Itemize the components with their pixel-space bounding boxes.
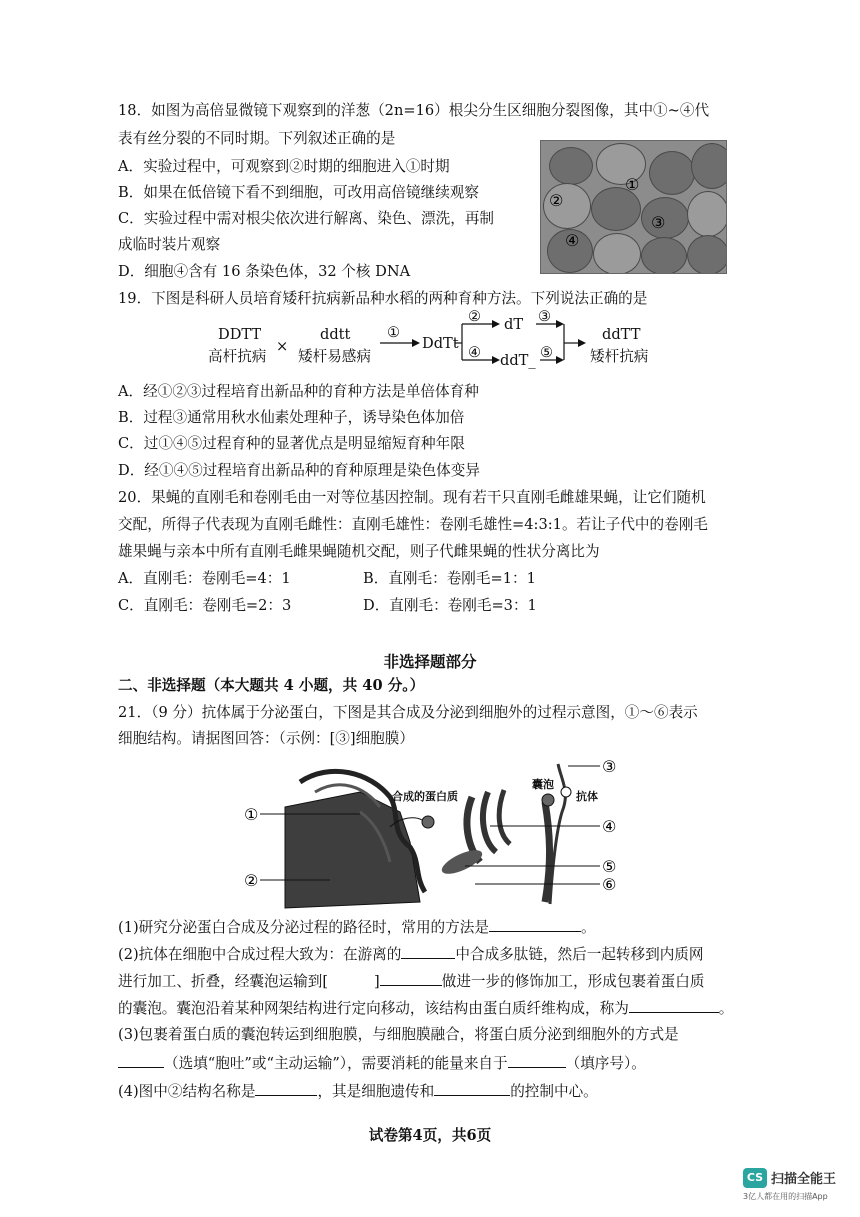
answer-blank-3[interactable] [380, 971, 442, 986]
q21-part3-text-b: （选填“胞吐”或“主动运输”），需要消耗的能量来自于 [164, 1055, 508, 1072]
camscanner-logo-icon: CS [743, 1168, 767, 1188]
answer-blank-8[interactable] [434, 1081, 510, 1096]
q19-option-a: A．经①②③过程培育出新品种的育种方法是单倍体育种 [118, 383, 479, 400]
step-2-label: ② [468, 308, 482, 325]
lower-genotype: ddT_ [500, 352, 536, 369]
q21-stem-line2: 细胞结构。请据图回答：（示例：[③]细胞膜） [118, 730, 414, 747]
fig-label-synthesized-protein: 合成的蛋白质 [392, 790, 458, 803]
q21-part3-line1: (3)包裹着蛋白质的囊泡转运到细胞膜，与细胞膜融合，将蛋白质分泌到细胞外的方式是 [118, 1026, 679, 1043]
q21-part3-text-c: （填序号）。 [565, 1055, 646, 1072]
q21-part1-text: (1)研究分泌蛋白合成及分泌过程的路径时，常用的方法是 [118, 919, 489, 936]
upper-genotype: dT [504, 316, 524, 333]
step-5-label: ⑤ [540, 344, 554, 361]
q21-part4-text-c: 的控制中心。 [510, 1083, 598, 1100]
fig-label-vesicle: 囊泡 [532, 778, 554, 791]
q20-stem-line3: 雄果蝇与亲本中所有直刚毛雌果蝇随机交配，则子代雌果蝇的性状分离比为 [118, 543, 600, 560]
q21-part2-text-c: 进行加工、折叠，经囊泡运输到[ [118, 973, 329, 990]
q19-option-d: D．经①④⑤过程培育出新品种的育种原理是染色体变异 [118, 462, 480, 479]
q21-part2-text-e: 做进一步的修饰加工，形成包裹着蛋白质 [441, 973, 705, 990]
parent1-phenotype: 高杆抗病 [208, 348, 267, 365]
answer-blank-1[interactable] [489, 917, 581, 932]
q18-option-c-line1: C．实验过程中需对根尖依次进行解离、染色、漂洗，再制 [118, 210, 495, 227]
step-4-label: ④ [468, 344, 482, 361]
q21-part2-text-d: ] [374, 973, 380, 990]
q19-stem: 19．下图是科研人员培育矮秆抗病新品种水稻的两种育种方法。下列说法正确的是 [118, 290, 648, 307]
q21-part2-text-a: (2)抗体在细胞中合成过程大致为：在游离的 [118, 946, 402, 963]
photo-label-2: ② [549, 191, 564, 210]
photo-label-1: ① [625, 175, 640, 194]
q19-option-b: B．过程③通常用秋水仙素处理种子，诱导染色体加倍 [118, 409, 465, 426]
q18-stem-line1: 18．如图为高倍显微镜下观察到的洋葱（2n=16）根尖分生区细胞分裂图像，其中①~④代 [118, 102, 710, 119]
q20-option-d: D．直刚毛：卷刚毛=3：1 [363, 597, 537, 614]
step-3-label: ③ [538, 308, 552, 325]
q21-part2-text-f: 的囊泡。囊泡沿着某种网架结构进行定向移动，该结构由蛋白质纤维构成，称为 [118, 1000, 629, 1017]
section-title: 非选择题部分 [383, 652, 477, 671]
q18-option-c-line2: 成临时装片观察 [118, 236, 221, 253]
q21-part4-text-b: ，其是细胞遗传和 [317, 1083, 435, 1100]
f1-genotype: DdTt [422, 335, 459, 352]
answer-blank-5[interactable] [118, 1053, 164, 1068]
camscanner-brand: 扫描全能王 [771, 1172, 837, 1187]
cell-structure-drawing [240, 752, 630, 910]
final-genotype: ddTT [602, 326, 641, 343]
fig-label-antibody: 抗体 [576, 790, 598, 803]
q21-part1-end: 。 [580, 919, 596, 936]
photo-label-4: ④ [565, 231, 580, 250]
q21-part4-text-a: (4)图中②结构名称是 [118, 1083, 256, 1100]
q21-part4 [118, 1081, 598, 1102]
parent1-genotype: DDTT [218, 326, 262, 343]
antibody-secretion-figure [240, 752, 630, 910]
answer-blank-6[interactable] [508, 1053, 566, 1068]
photo-label-3: ③ [651, 213, 666, 232]
final-phenotype: 矮杆抗病 [590, 348, 649, 365]
q20-option-b: B．直刚毛：卷刚毛=1：1 [363, 570, 536, 587]
step-1-label: ① [387, 324, 401, 341]
fig-label-1: ① [244, 805, 259, 824]
q18-option-b: B．如果在低倍镜下看不到细胞，可改用高倍镜继续观察 [118, 184, 479, 201]
cross-symbol: × [276, 338, 289, 355]
fig-label-2: ② [244, 871, 259, 890]
q21-part1 [118, 917, 596, 938]
section-heading: 二、非选择题（本大题共 4 小题，共 40 分。） [118, 677, 425, 694]
q18-option-d: D．细胞④含有 16 条染色体，32 个核 DNA [118, 263, 411, 280]
camscanner-tagline: 3亿人都在用的扫描App [743, 1192, 828, 1201]
q20-stem-line2: 交配，所得子代表现为直刚毛雌性：直刚毛雄性：卷刚毛雄性=4:3:1。若让子代中的卷刚毛 [118, 516, 708, 533]
answer-blank-7[interactable] [255, 1081, 317, 1096]
parent2-genotype: ddtt [320, 326, 351, 343]
fig-label-3: ③ [602, 757, 617, 776]
fig-label-5: ⑤ [602, 857, 617, 876]
fig-label-6: ⑥ [602, 875, 617, 894]
answer-blank-4[interactable] [629, 998, 719, 1013]
q20-stem-line1: 20．果蝇的直刚毛和卷刚毛由一对等位基因控制。现有若干只直刚毛雌雄果蝇，让它们随机 [118, 489, 706, 506]
q20-option-c: C．直刚毛：卷刚毛=2：3 [118, 597, 292, 614]
q21-part2-text-b: 中合成多肽链，然后一起转移到内质网 [455, 946, 704, 963]
q19-option-c: C．过①④⑤过程育种的显著优点是明显缩短育种年限 [118, 435, 465, 452]
q21-part2-line3 [118, 998, 733, 1019]
micrograph-onion-root-tip [540, 140, 727, 274]
page-footer: 试卷第4页，共6页 [368, 1127, 492, 1144]
q20-option-a: A．直刚毛：卷刚毛=4：1 [118, 570, 291, 587]
q18-option-a: A．实验过程中，可观察到②时期的细胞进入①时期 [118, 158, 450, 175]
q21-part3-line2 [118, 1053, 646, 1074]
q21-part2-line2 [118, 971, 704, 992]
q21-part2-line1 [118, 944, 703, 965]
q21-part2-text-g: 。 [718, 1000, 734, 1017]
parent2-phenotype: 矮杆易感病 [298, 348, 371, 365]
breeding-scheme-diagram [200, 308, 660, 372]
fig-label-4: ④ [602, 817, 617, 836]
answer-blank-2[interactable] [401, 944, 455, 959]
q21-stem-line1: 21．（9 分）抗体属于分泌蛋白，下图是其合成及分泌到细胞外的过程示意图，①～⑥表示 [118, 704, 698, 721]
q18-stem-line2: 表有丝分裂的不同时期。下列叙述正确的是 [118, 130, 396, 147]
